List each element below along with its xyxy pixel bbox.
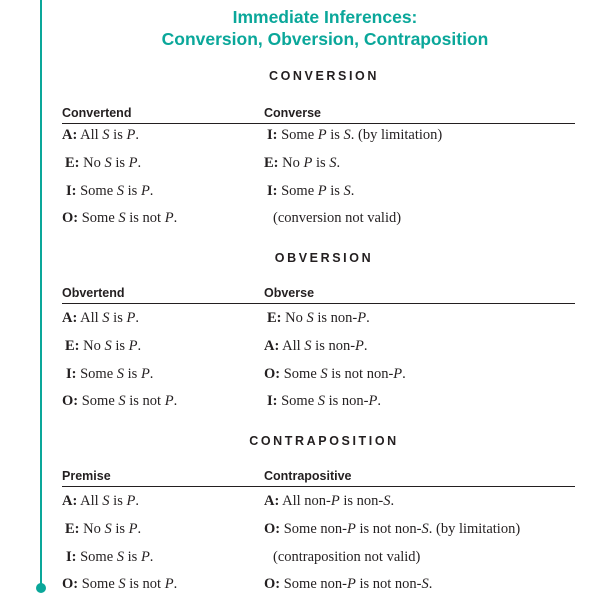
table-header bbox=[62, 285, 575, 304]
table-row bbox=[62, 366, 582, 386]
section-heading: CONTRAPOSITION bbox=[249, 434, 399, 448]
row-right-cell: I: Some S is non-P. bbox=[267, 393, 381, 409]
column-header-left: Premise bbox=[62, 469, 111, 483]
row-left-cell: O: Some S is not P. bbox=[62, 393, 178, 409]
table-row bbox=[62, 310, 582, 330]
table-header bbox=[62, 468, 575, 487]
row-left-cell: A: All S is P. bbox=[62, 493, 139, 509]
row-left-cell: I: Some S is P. bbox=[66, 549, 154, 565]
column-header-right: Converse bbox=[264, 106, 321, 120]
column-header-left: Convertend bbox=[62, 106, 132, 120]
table-row bbox=[62, 127, 582, 147]
section-heading: CONVERSION bbox=[268, 69, 380, 83]
row-left-cell: E: No S is P. bbox=[65, 521, 142, 537]
table-row bbox=[62, 183, 582, 203]
table-row bbox=[62, 576, 582, 596]
column-header-right: Obverse bbox=[264, 286, 315, 300]
page-title bbox=[60, 6, 590, 50]
accent-dot-icon bbox=[36, 583, 46, 593]
row-left-cell: I: Some S is P. bbox=[66, 183, 154, 199]
row-right-cell: I: Some P is S. bbox=[267, 183, 355, 199]
title-line-1: Immediate Inferences: bbox=[232, 7, 418, 27]
row-right-cell: O: Some S is not non-P. bbox=[264, 366, 406, 382]
table-row bbox=[62, 210, 582, 230]
row-left-cell: I: Some S is P. bbox=[66, 366, 154, 382]
row-left-cell: E: No S is P. bbox=[65, 338, 142, 354]
row-right-cell: O: Some non-P is not non-S. (by limitation) bbox=[264, 521, 521, 537]
table-row bbox=[62, 338, 582, 358]
table-row bbox=[62, 549, 582, 569]
row-right-cell: E: No P is S. bbox=[264, 155, 341, 171]
table-row bbox=[62, 521, 582, 541]
row-left-cell: A: All S is P. bbox=[62, 310, 139, 326]
row-right-cell: (contraposition not valid) bbox=[273, 549, 421, 565]
row-right-cell: A: All non-P is non-S. bbox=[264, 493, 395, 509]
row-left-cell: A: All S is P. bbox=[62, 127, 139, 143]
row-right-cell: E: No S is non-P. bbox=[267, 310, 370, 326]
table-header bbox=[62, 105, 575, 124]
row-right-cell: A: All S is non-P. bbox=[264, 338, 368, 354]
column-header-left: Obvertend bbox=[62, 286, 125, 300]
row-left-cell: O: Some S is not P. bbox=[62, 576, 178, 592]
table-row bbox=[62, 155, 582, 175]
left-accent-rule bbox=[40, 0, 42, 590]
table-row bbox=[62, 393, 582, 413]
row-left-cell: O: Some S is not P. bbox=[62, 210, 178, 226]
table-row bbox=[62, 493, 582, 513]
row-right-cell: O: Some non-P is not non-S. bbox=[264, 576, 433, 592]
section-heading: OBVERSION bbox=[274, 251, 374, 265]
row-left-cell: E: No S is P. bbox=[65, 155, 142, 171]
row-right-cell: I: Some P is S. (by limitation) bbox=[267, 127, 443, 143]
title-line-2: Conversion, Obversion, Contraposition bbox=[161, 29, 489, 49]
column-header-right: Contrapositive bbox=[264, 469, 352, 483]
row-right-cell: (conversion not valid) bbox=[273, 210, 402, 226]
